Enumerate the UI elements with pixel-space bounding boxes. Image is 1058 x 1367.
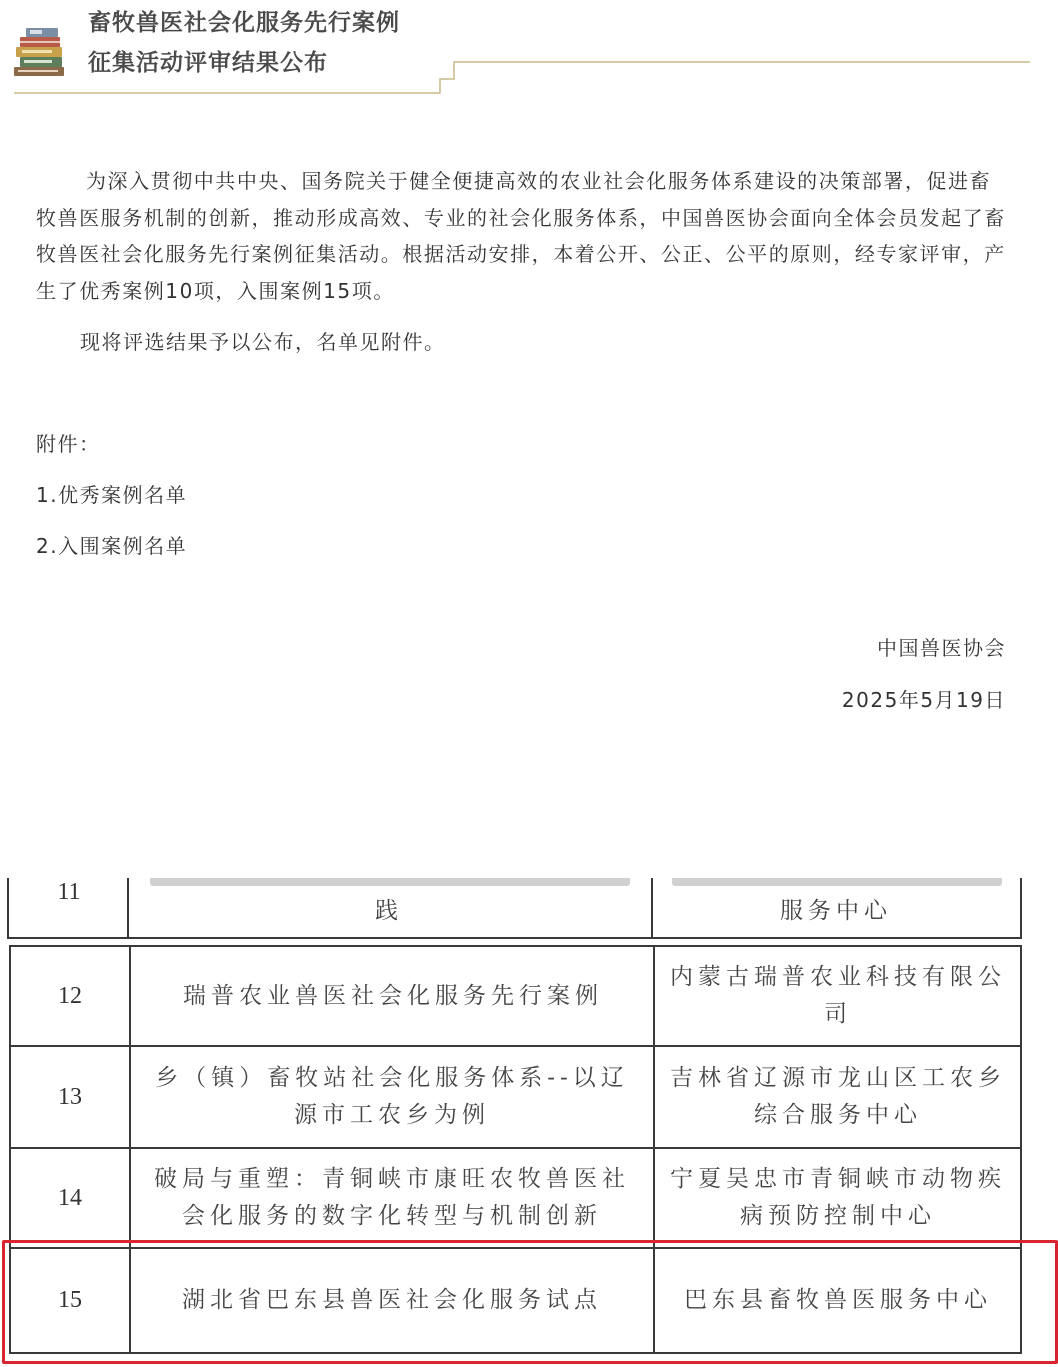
- row-12-case: 瑞普农业兽医社会化服务先行案例: [183, 982, 603, 1009]
- row-13-case: 乡（镇）畜牧站社会化服务体系--以辽源市工农乡为例: [155, 1065, 629, 1128]
- book-stack-icon: [12, 22, 74, 80]
- row-14-case: 破局与重塑：青铜峡市康旺农牧兽医社会化服务的数字化转型与机制创新: [154, 1166, 630, 1229]
- issue-date: 2025年5月19日: [841, 688, 1006, 712]
- row-14-unit: 宁夏吴忠市青铜峡市动物疾病预防控制中心: [670, 1166, 1006, 1229]
- row-15-unit: 巴东县畜牧兽医服务中心: [684, 1287, 992, 1313]
- row-12-unit: 内蒙古瑞普农业科技有限公司: [670, 964, 1006, 1027]
- attachment-item-1: 1.优秀案例名单: [36, 483, 188, 507]
- row-12-number: 12: [58, 982, 82, 1009]
- article-title-line-1: 畜牧兽医社会化服务先行案例: [88, 10, 400, 36]
- row-15-case: 湖北省巴东县兽医社会化服务试点: [182, 1287, 602, 1313]
- row-11-number: 11: [57, 878, 81, 905]
- row-14-number: 14: [58, 1184, 82, 1211]
- row-15-number: 15: [58, 1287, 82, 1313]
- row-11-unit: 服务中心: [780, 898, 892, 924]
- intro-paragraph: 为深入贯彻中共中央、国务院关于健全便捷高效的农业社会化服务体系建设的决策部署，促进畜牧兽医服务机制的创新，推动形成高效、专业的社会化服务体系，中国兽医协会面向全体会员发起了畜牧兽医社会化服务先行案例征集活动。根据活动安排，本着公开、公正、公平的原则，经专家评审，产生了优秀案例10项，入围案例15项。: [36, 169, 1006, 303]
- row-13-number: 13: [58, 1083, 82, 1110]
- cut-off-text-fragment: [672, 878, 1002, 886]
- finalist-cases-table: [0, 878, 1058, 1367]
- announcement-text: 现将评选结果予以公布，名单见附件。: [80, 330, 446, 354]
- attachments-label: 附件：: [36, 432, 101, 456]
- article-header: [0, 0, 1058, 100]
- article-title-line-2: 征集活动评审结果公布: [88, 50, 328, 76]
- cut-off-text-fragment: [150, 878, 630, 886]
- issuing-organization: 中国兽医协会: [877, 636, 1006, 660]
- attachment-item-2: 2.入围案例名单: [36, 534, 188, 558]
- row-15-highlight-box: [2, 1240, 1058, 1364]
- row-11-case: 践: [375, 898, 403, 924]
- row-13-unit: 吉林省辽源市龙山区工农乡综合服务中心: [670, 1065, 1006, 1128]
